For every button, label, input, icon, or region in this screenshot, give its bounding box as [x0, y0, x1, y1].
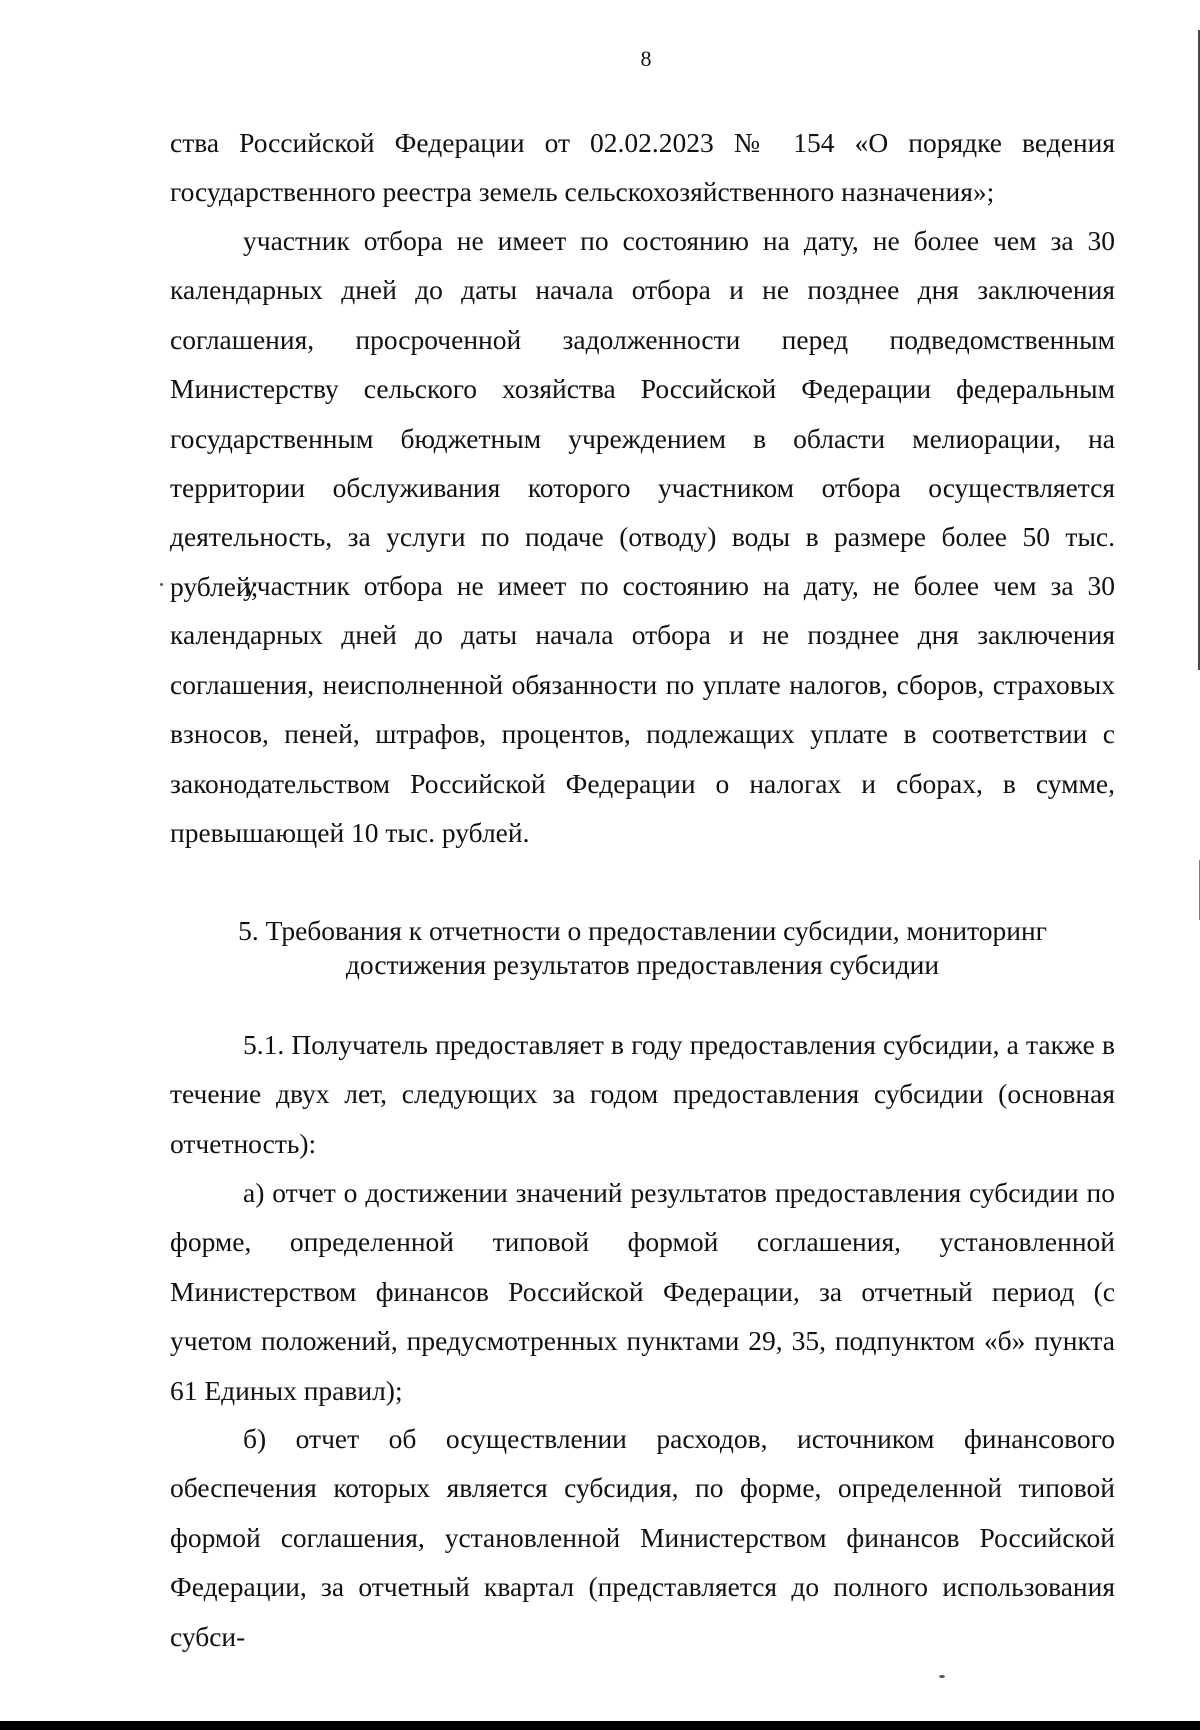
paragraph-5-1: 5.1. Получатель предоставляет в году предоставления субсидии, а также в течение двух лет, следующих за годом предоставления субсидии (основная отчетность):: [170, 1029, 1115, 1159]
section-heading-line-1: 5. Требования к отчетности о предоставлении субсидии, мониторинг: [238, 915, 1047, 946]
section-heading: [170, 914, 1115, 982]
paragraph-item-b: б) отчет об осуществлении расходов, источником финансового обеспечения которых является субсидия, по форме, определенной типовой формой соглашения, установленной Министерством финансов Российской Федерации, за отчетный квартал (представляется до полного использования субси-: [170, 1423, 1115, 1652]
section-heading-line-2: достижения результатов предоставления субсидии: [345, 949, 940, 980]
paragraph-tax-obligation: участник отбора не имеет по состоянию на дату, не более чем за 30 календарных дней до даты начала отбора и не позднее дня заключения соглашения, неисполненной обязанности по уплате налогов, сборов, страховых взносов, пеней, штрафов, процентов, подлежащих уплате в соответствии с законодательством Российской Федерации о налогах и сборах, в сумме, превышающей 10 тыс. рублей.: [170, 570, 1115, 849]
scan-bottom-border: [0, 1721, 1200, 1730]
paragraph-item-a: а) отчет о достижении значений результатов предоставления субсидии по форме, определенной типовой формой соглашения, установленной Министерством финансов Российской Федерации, за отчетный период (с учетом положений, предусмотренных пунктами 29, 35, подпунктом «б» пункта 61 Единых правил);: [170, 1177, 1115, 1406]
paragraph-continuation: ства Российской Федерации от 02.02.2023 № 154 «О порядке ведения государственного реестра земель сельскохозяйственного назначения»;: [170, 127, 1115, 208]
page-number: 8: [640, 46, 652, 71]
paragraph-overdue-debt: участник отбора не имеет по состоянию на дату, не более чем за 30 календарных дней до даты начала отбора и не позднее дня заключения соглашения, просроченной задолженности перед подведомственным Министерству сельского хозяйства Российской Федерации федеральным государственным бюджетным учреждением в области мелиорации, на территории обслуживания которого участником отбора осуществляется деятельность, за услуги по подаче (отводу) воды в размере более 50 тыс. рублей;: [170, 225, 1115, 602]
scan-speck: [160, 583, 163, 586]
scan-speck: [939, 1675, 945, 1678]
